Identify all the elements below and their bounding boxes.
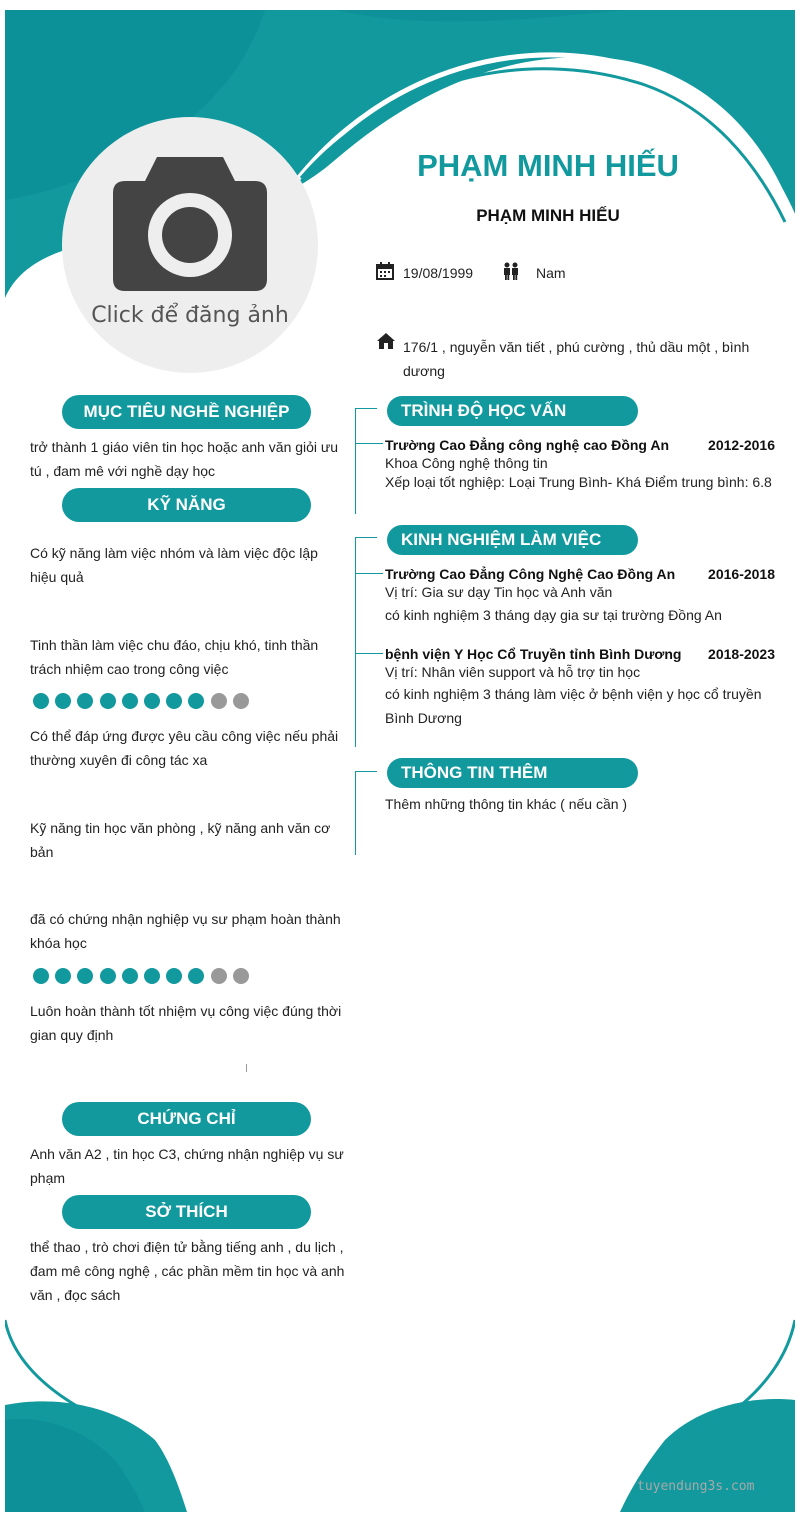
gender-value: Nam	[536, 265, 566, 281]
skill-line: trách nhiệm cao trong công việc	[30, 661, 229, 677]
home-icon	[376, 332, 396, 350]
extra-info-text: Thêm những thông tin khác ( nếu cần )	[385, 796, 628, 812]
rating-dot-empty	[233, 968, 249, 984]
skill-line: Kỹ năng tin học văn phòng , kỹ năng anh văn cơ	[30, 820, 331, 836]
job-position: Vị trí: Nhân viên support và hỗ trợ tin học	[385, 664, 641, 680]
experience-heading: KINH NGHIỆM LÀM VIỆC	[387, 525, 638, 555]
education-school: Trường Cao Đẳng công nghệ cao Đồng An	[385, 437, 670, 453]
job-description-line: có kinh nghiệm 3 tháng làm việc ở bệnh viện y học cổ truyền	[385, 686, 762, 702]
certificates-heading: CHỨNG CHỈ	[62, 1102, 311, 1136]
avatar-upload[interactable]	[62, 117, 318, 373]
rating-dot-filled	[144, 968, 160, 984]
gender-icon	[502, 262, 520, 280]
rating-dot-filled	[33, 693, 49, 709]
skill-item	[30, 541, 350, 589]
job-years: 2018-2023	[708, 646, 775, 662]
skill-line: bản	[30, 844, 54, 860]
skill-item	[30, 999, 350, 1047]
rating-dot-empty	[211, 693, 227, 709]
job-description	[385, 682, 762, 730]
rating-dot-filled	[33, 968, 49, 984]
skill-line: thường xuyên đi công tác xa	[30, 752, 208, 768]
skill-line: Luôn hoàn thành tốt nhiệm vụ công việc đúng thời	[30, 1003, 342, 1019]
skill-item	[30, 633, 350, 681]
gender-row	[502, 262, 582, 284]
hobbies-text	[30, 1235, 350, 1307]
calendar-icon	[376, 262, 394, 280]
timeline-line	[355, 771, 356, 855]
education-years: 2012-2016	[708, 437, 775, 453]
timeline-tick	[355, 653, 383, 654]
timeline-line	[355, 408, 356, 514]
job-company: Trường Cao Đẳng Công Nghệ Cao Đồng An	[385, 566, 676, 582]
job-description-line: Bình Dương	[385, 710, 462, 726]
photo-caption: Click để đăng ảnh	[91, 303, 289, 328]
skill-line: đã có chứng nhận nghiệp vụ sư phạm hoàn thành	[30, 911, 341, 927]
certificates-line: Anh văn A2 , tin học C3, chứng nhận nghiệp vụ sư	[30, 1146, 344, 1162]
certificates-text	[30, 1142, 350, 1190]
skill-line: Có thể đáp ứng được yêu cầu công việc nếu phải	[30, 728, 339, 744]
candidate-name: PHẠM MINH HIẾU	[417, 148, 679, 183]
timeline-tick	[355, 537, 377, 538]
job-description: có kinh nghiệm 3 tháng dạy gia sư tại trường Đồng An	[385, 607, 722, 623]
birthday-row	[376, 262, 496, 284]
education-grade: Xếp loại tốt nghiệp: Loại Trung Bình- Khá Điểm trung bình: 6.8	[385, 474, 772, 490]
objective-heading: MỤC TIÊU NGHỀ NGHIỆP	[62, 395, 311, 429]
rating-dot-filled	[122, 693, 138, 709]
camera-icon	[113, 157, 267, 291]
skill-line: Có kỹ năng làm việc nhóm và làm việc độc lập	[30, 545, 318, 561]
address-line: dương	[403, 363, 445, 379]
objective-text	[30, 435, 350, 483]
watermark: tuyendung3s.com	[637, 1479, 755, 1494]
address-row	[376, 332, 776, 382]
timeline-tick	[355, 573, 383, 574]
objective-line: tú , đam mê với nghề dạy học	[30, 463, 216, 479]
cv-page	[5, 10, 795, 1512]
education-heading: TRÌNH ĐỘ HỌC VẤN	[387, 396, 638, 426]
job-company: bệnh viện Y Học Cổ Truyền tỉnh Bình Dương	[385, 646, 682, 662]
objective-line: trở thành 1 giáo viên tin học hoặc anh văn giỏi ưu	[30, 439, 339, 455]
skill-line: hiệu quả	[30, 569, 84, 585]
skill-item	[30, 816, 350, 864]
rating-dot-filled	[122, 968, 138, 984]
timeline-tick	[355, 771, 377, 772]
hobbies-heading: SỞ THÍCH	[62, 1195, 311, 1229]
education-faculty: Khoa Công nghệ thông tin	[385, 455, 548, 471]
divider	[246, 1064, 247, 1072]
certificates-line: phạm	[30, 1170, 66, 1186]
skill-item	[30, 724, 350, 772]
skill-line: Tinh thần làm việc chu đáo, chịu khó, tinh thần	[30, 637, 319, 653]
skills-heading: KỸ NĂNG	[62, 488, 311, 522]
candidate-subtitle: PHẠM MINH HIẾU	[476, 206, 620, 225]
skill-item	[30, 907, 350, 955]
timeline-tick	[355, 408, 377, 409]
hobbies-line: đam mê công nghệ , các phần mềm tin học và anh	[30, 1263, 345, 1279]
extra-info-heading: THÔNG TIN THÊM	[387, 758, 638, 788]
rating-dot-empty	[211, 968, 227, 984]
skill-line: gian quy định	[30, 1027, 114, 1043]
rating-dot-filled	[100, 968, 116, 984]
hobbies-line: thể thao , trò chơi điện tử bằng tiếng anh , du lịch ,	[30, 1239, 344, 1255]
birthday-value: 19/08/1999	[403, 265, 474, 281]
hobbies-line: văn , đọc sách	[30, 1287, 121, 1303]
timeline-tick	[355, 443, 383, 444]
rating-dot-filled	[100, 693, 116, 709]
skill-line: khóa học	[30, 935, 87, 951]
rating-dot-empty	[233, 693, 249, 709]
rating-dot-filled	[144, 693, 160, 709]
job-position: Vị trí: Gia sư dạy Tin học và Anh văn	[385, 584, 613, 600]
timeline-line	[355, 537, 356, 747]
job-years: 2016-2018	[708, 566, 775, 582]
address-line: 176/1 , nguyễn văn tiết , phú cường , thủ dầu một , bình	[403, 339, 750, 355]
